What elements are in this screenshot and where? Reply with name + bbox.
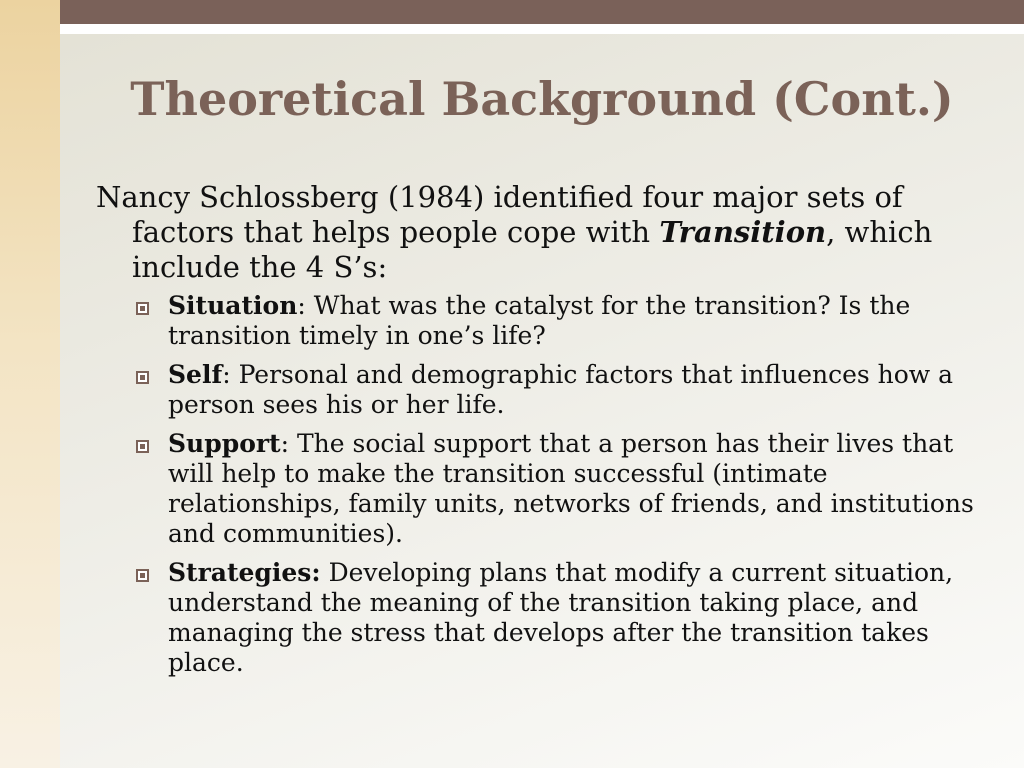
item-separator: [321, 558, 329, 587]
list-item-self: [132, 360, 986, 420]
slide-body: [96, 180, 986, 687]
item-description: Developing plans that modify a current situation, understand the meaning of the transition taking place, and managing the stress that develops after the transition takes place.: [168, 558, 954, 677]
header-divider: [60, 24, 1024, 34]
square-bullet-icon: [136, 302, 149, 315]
item-term: Situation: [168, 291, 298, 320]
item-term: Strategies:: [168, 558, 321, 587]
item-separator: :: [280, 429, 297, 458]
side-accent-strip: [0, 0, 60, 768]
list-item-support: [132, 429, 986, 549]
square-bullet-icon: [136, 371, 149, 384]
item-description: What was the catalyst for the transition? Is the transition timely in one’s life?: [168, 291, 911, 350]
intro-emphasis: Transition: [659, 215, 827, 249]
intro-paragraph: [96, 180, 986, 285]
item-separator: :: [222, 360, 239, 389]
list-item-strategies: [132, 558, 986, 678]
item-term: Support: [168, 429, 281, 458]
item-description: The social support that a person has their lives that will help to make the transition successful (intimate relationships, family units, networks of friends, and institutions and communities).: [168, 429, 974, 548]
list-item-situation: [132, 291, 986, 351]
square-bullet-icon: [136, 440, 149, 453]
square-bullet-icon: [136, 569, 149, 582]
slide-canvas: [60, 34, 1024, 768]
intro-text-before: Nancy Schlossberg (1984) identified four major sets of factors that helps people cope with: [96, 180, 903, 249]
slide-title: Theoretical Background (Cont.): [130, 72, 954, 126]
item-description: Personal and demographic factors that influences how a person sees his or her life.: [168, 360, 954, 419]
top-header-bar: [60, 0, 1024, 24]
intro-text-after: , which include the 4 S’s:: [132, 215, 933, 284]
four-s-list: [96, 291, 986, 678]
item-separator: :: [297, 291, 314, 320]
item-term: Self: [168, 360, 223, 389]
